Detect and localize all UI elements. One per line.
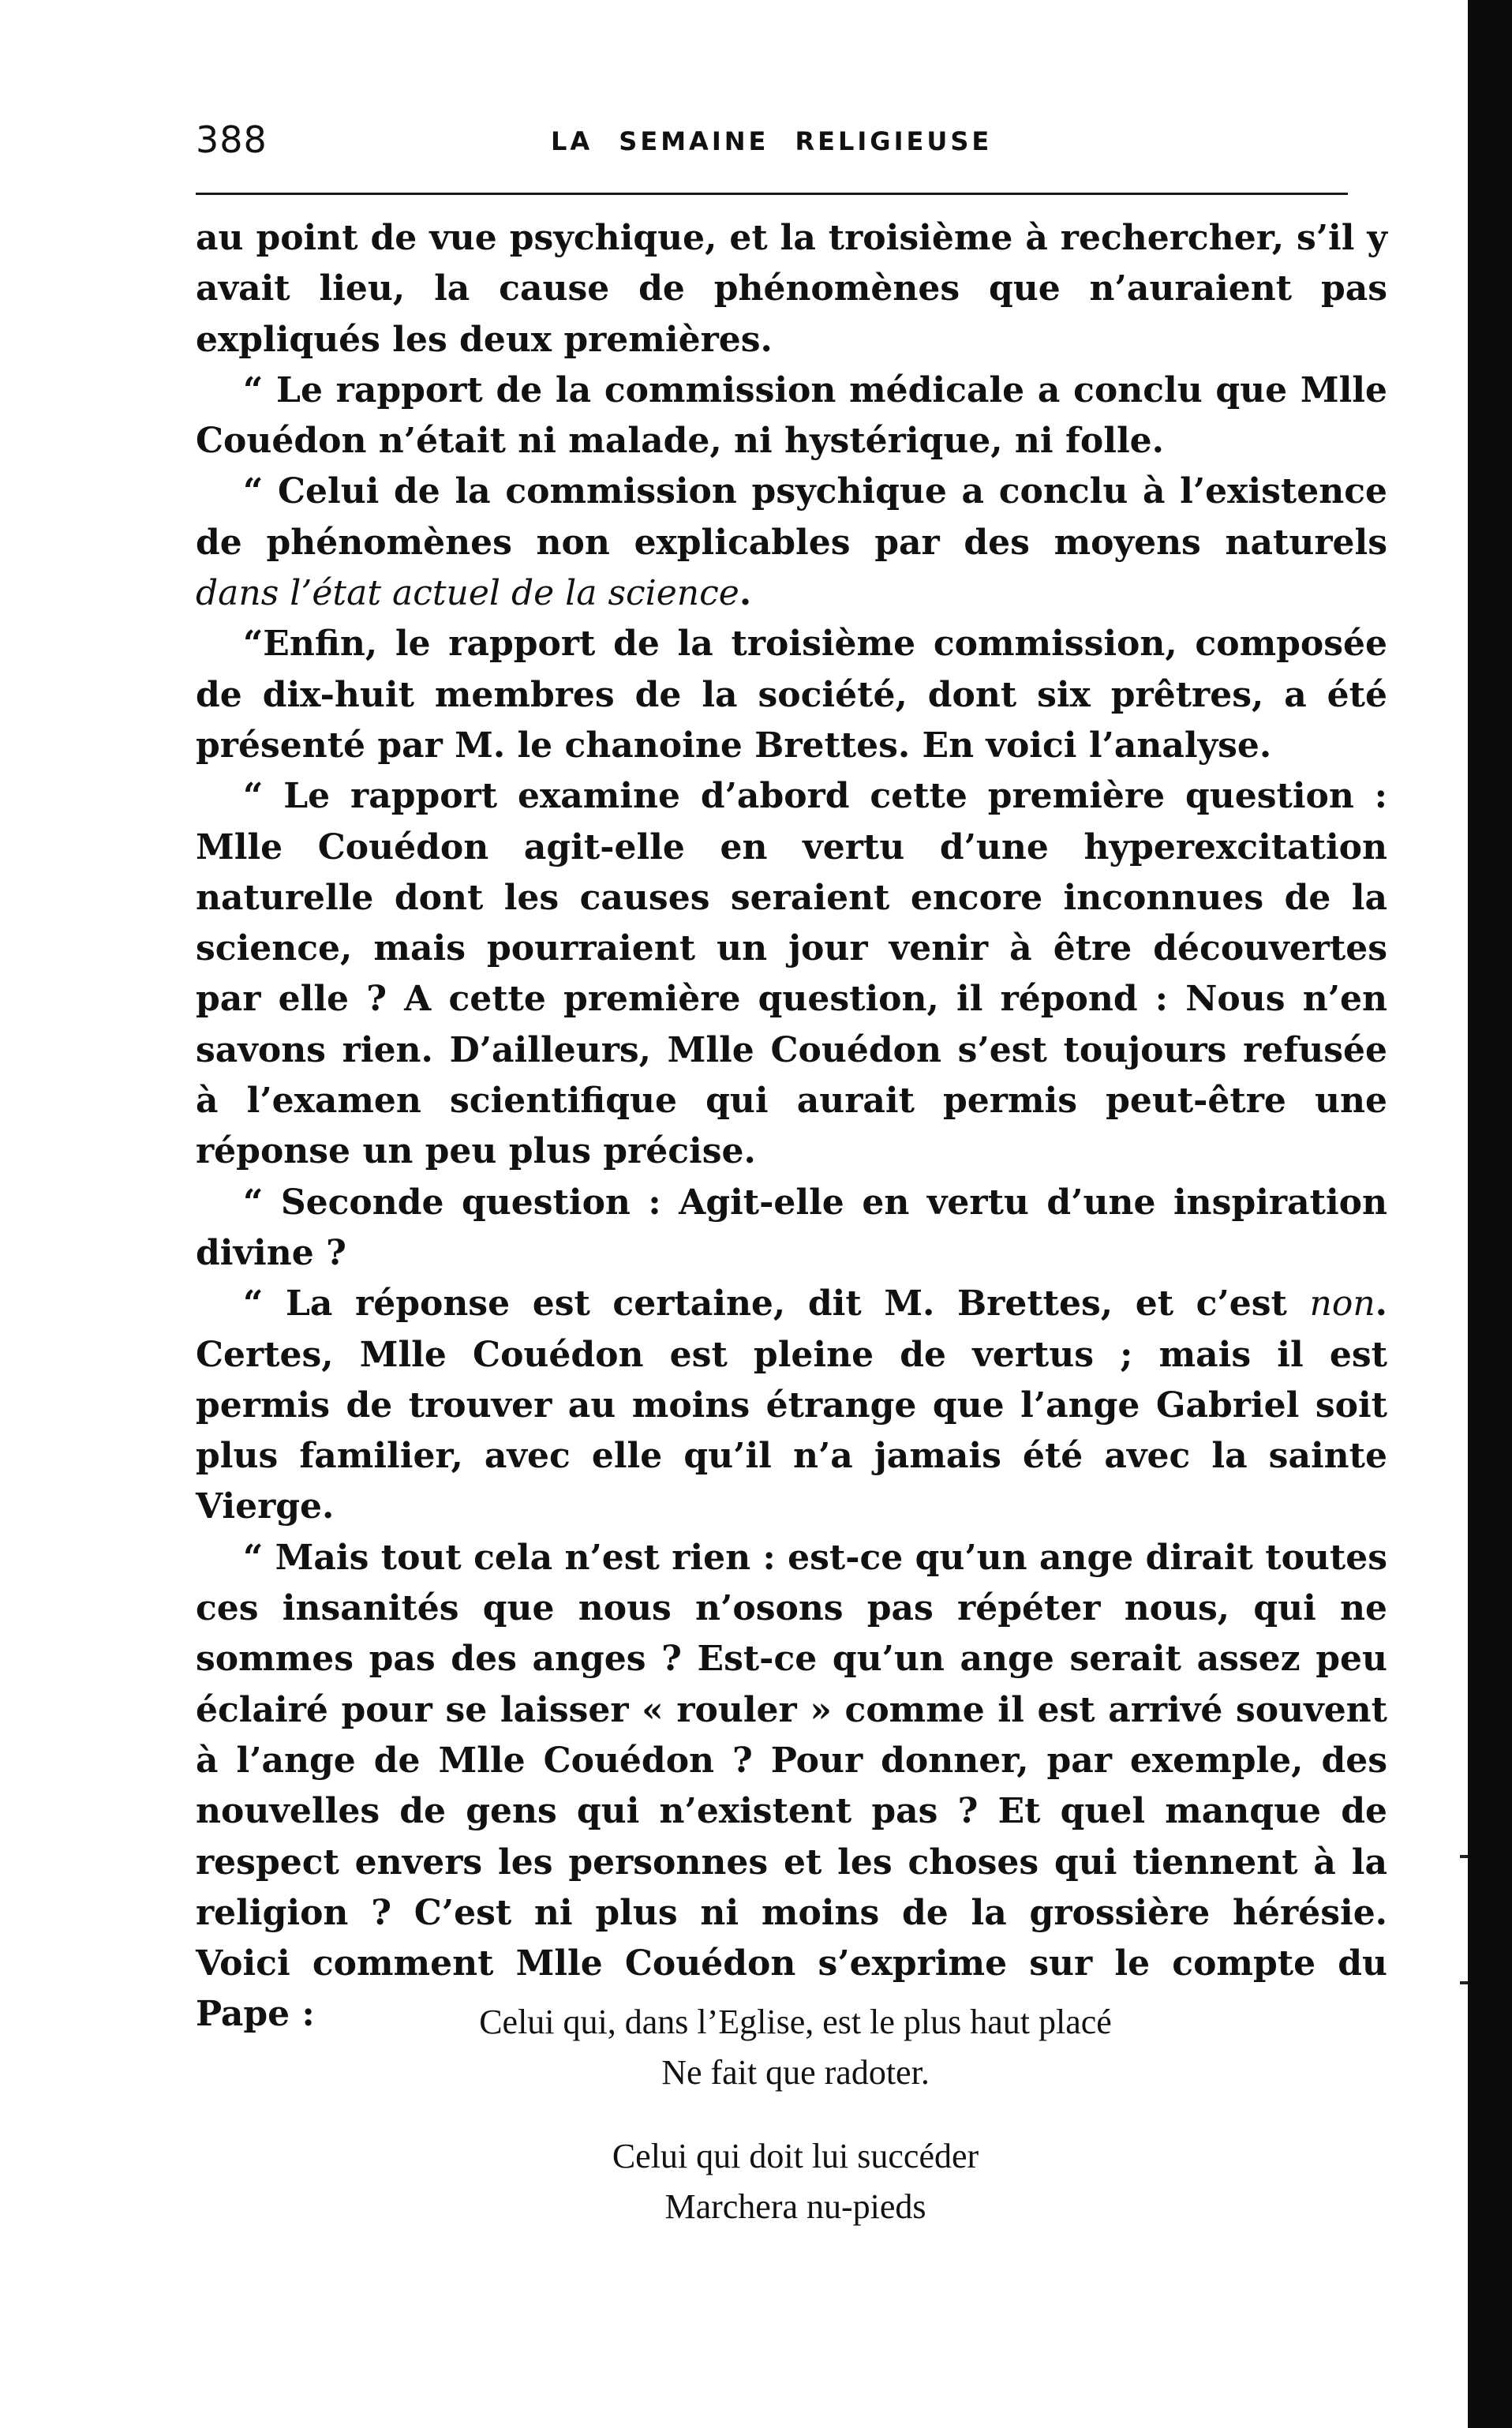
header-rule [196,193,1348,195]
paragraph [196,619,1387,771]
paragraph-text: “ Mais tout cela n’est rien : est-ce qu’un ange dirait toutes ces insanités que nous n’osons pas répéter nous, qui ne sommes pas des anges ? Est-ce qu’un ange serait assez peu éclairé pour se laisser « rouler » comme il est arrivé souvent à l’ange de Mlle Couédon ? Pour donner, par exemple, des nouvelles de gens qui n’existent pas ? Et quel manque de respect envers les personnes et les choses qui tiennent à la religion ? C’est ni plus ni moins de la grossière hérésie. Voici comment Mlle Couédon s’exprime sur le compte du Pape : [196,1537,1387,2035]
edge-mark [1460,1855,1468,1858]
paragraph-text: . [739,573,752,614]
page-right-edge [1468,0,1512,2428]
paragraph-text: au point de vue psychique, et la troisième à rechercher, s’il y avait lieu, la cause de phénomènes que n’auraient pas expliqués les deux premières. [196,218,1387,360]
verse-stanza [196,2131,1395,2232]
running-title: LA SEMAINE RELIGIEUSE [551,126,993,156]
paragraph [196,466,1387,619]
italic-phrase: dans l’état actuel de la science [196,573,739,614]
paragraph-text: “ Le rapport examine d’abord cette première question : Mlle Couédon agit-elle en vertu d’une hyperexcitation naturelle dont les causes seraient encore inconnues de la science, mais pourraient un jour venir à être découvertes par elle ? A cette première question, il répond : Nous n’en savons rien. D’ailleurs, Mlle Couédon s’est toujours refusée à l’examen scientifique qui aurait permis peut-être une réponse un peu plus précise. [196,776,1387,1172]
verse-line: Celui qui, dans l’Eglise, est le plus haut placé [479,2003,1112,2041]
verse-line: Ne fait que radoter. [661,2053,930,2092]
body-text [196,213,1387,2040]
paragraph-text: . Certes, Mlle Couédon est pleine de vertus ; mais il est permis de trouver au moins étrange que l’ange Gabriel soit plus familier, avec elle qu’il n’a jamais été avec la sainte Vierge. [196,1283,1387,1527]
paragraph [196,771,1387,1177]
italic-word: non [1309,1283,1375,1325]
paragraph-text: “ La réponse est certaine, dit M. Brettes, et c’est [243,1283,1310,1325]
paragraph-text: “Enfin, le rapport de la troisième commission, composée de dix-huit membres de la société, dont six prêtres, a été présenté par M. le chanoine Brettes. En voici l’analyse. [196,624,1387,766]
paragraph [196,365,1387,467]
paragraph-text: “ Seconde question : Agit-elle en vertu d’une inspiration divine ? [196,1182,1387,1273]
verse-line: Marchera nu-pieds [664,2187,926,2226]
verse-line: Celui qui doit lui succéder [612,2137,979,2175]
page-number: 388 [196,118,268,161]
book-page [196,95,1395,2226]
paragraph-text: “ Le rapport de la commission médicale a conclu que Mlle Couédon n’était ni malade, ni hystérique, ni folle. [196,369,1387,462]
page-header [196,95,1395,166]
paragraph-text: “ Celui de la commission psychique a conclu à l’existence de phénomènes non explicables par des moyens naturels [196,471,1387,563]
edge-mark [1460,1981,1468,1984]
paragraph [196,1178,1387,1280]
paragraph [196,213,1387,365]
verse-stanza [196,1997,1395,2098]
paragraph [196,1533,1387,2040]
paragraph [196,1279,1387,1532]
